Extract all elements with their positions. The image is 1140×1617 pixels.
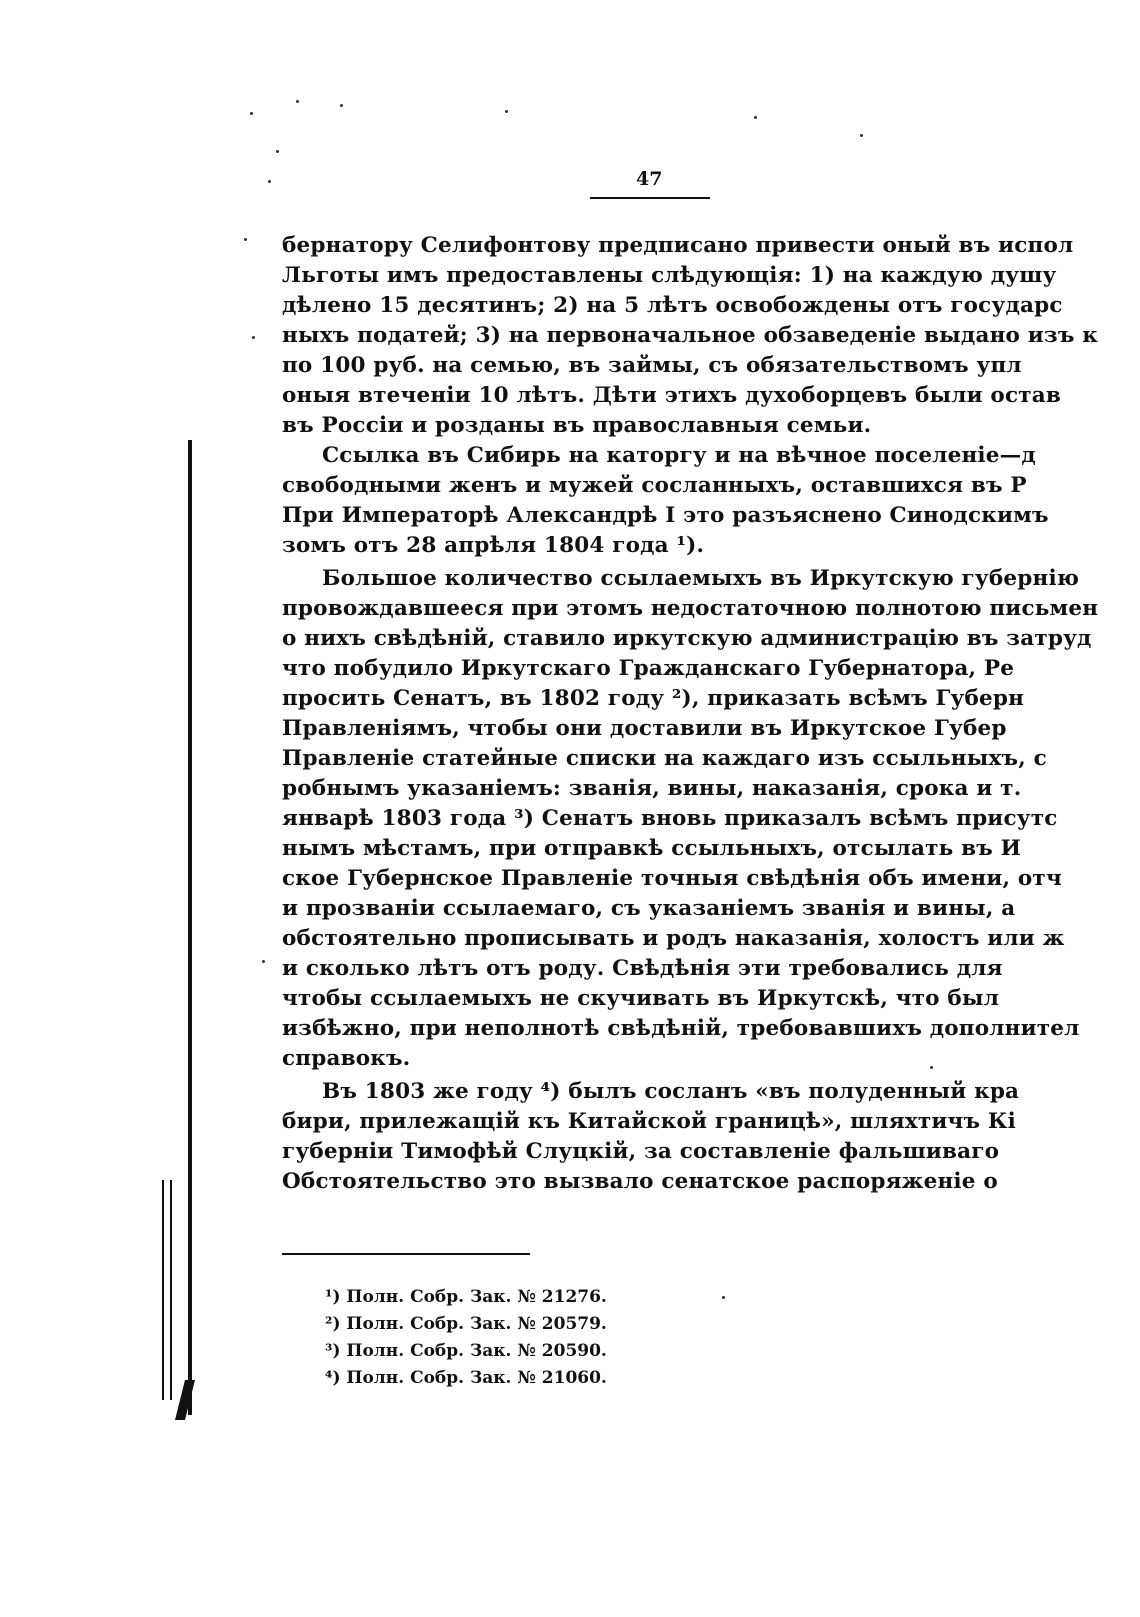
footnote: ¹) Полн. Собр. Зак. № 21276. bbox=[325, 1287, 607, 1307]
text-line: При Императорѣ Александрѣ I это разъяснено Синодскимъ bbox=[282, 503, 1049, 528]
text-line: Льготы имъ предоставлены слѣдующія: 1) на каждую душу bbox=[282, 263, 1057, 288]
text-line: по 100 руб. на семью, въ займы, съ обязательствомъ упл bbox=[282, 353, 1022, 378]
text-line: справокъ. bbox=[282, 1046, 411, 1071]
text-line: ныхъ податей; 3) на первоначальное обзаведеніе выдано изъ к bbox=[282, 323, 1098, 348]
text-line: Ссылка въ Сибирь на каторгу и на вѣчное поселеніе—д bbox=[322, 443, 1036, 468]
text-line: избѣжно, при неполнотѣ свѣдѣній, требовавшихъ дополнител bbox=[282, 1016, 1080, 1041]
footnote: ⁴) Полн. Собр. Зак. № 21060. bbox=[325, 1368, 607, 1388]
text-line: и прозваніи ссылаемаго, съ указаніемъ званія и вины, а bbox=[282, 896, 1016, 921]
text-line: дѣлено 15 десятинъ; 2) на 5 лѣтъ освобождены отъ государс bbox=[282, 293, 1063, 318]
binding-bar bbox=[162, 1180, 164, 1400]
text-line: Правленіямъ, чтобы они доставили въ Иркутское Губер bbox=[282, 716, 1007, 741]
scan-speck bbox=[244, 238, 247, 241]
header-rule bbox=[590, 197, 710, 199]
text-line: Въ 1803 же году ⁴) былъ сосланъ «въ полуденный кра bbox=[322, 1079, 1020, 1104]
text-line: въ Россіи и розданы въ православныя семьи. bbox=[282, 413, 872, 438]
text-line: ское Губернское Правленіе точныя свѣдѣнія объ имени, отч bbox=[282, 866, 1062, 891]
scan-speck bbox=[296, 100, 299, 103]
footnote: ²) Полн. Собр. Зак. № 20579. bbox=[325, 1314, 607, 1334]
scan-speck bbox=[250, 112, 253, 115]
text-line: нымъ мѣстамъ, при отправкѣ ссыльныхъ, отсылать въ И bbox=[282, 836, 1022, 861]
text-line: Обстоятельство это вызвало сенатское распоряженіе о bbox=[282, 1169, 998, 1194]
text-line: робнымъ указаніемъ: званія, вины, наказанія, срока и т. bbox=[282, 776, 1022, 801]
scan-speck bbox=[505, 110, 508, 113]
text-line: что побудило Иркутскаго Гражданскаго Губернатора, Ре bbox=[282, 656, 1015, 681]
scan-speck bbox=[262, 960, 265, 963]
text-line: Правленіе статейные списки на каждаго изъ ссыльныхъ, с bbox=[282, 746, 1047, 771]
text-line: и сколько лѣтъ отъ роду. Свѣдѣнія эти требовались для bbox=[282, 956, 1003, 981]
binding-bar bbox=[170, 1180, 172, 1400]
scan-speck bbox=[276, 150, 279, 153]
footnote: ³) Полн. Собр. Зак. № 20590. bbox=[325, 1341, 607, 1361]
text-line: просить Сенатъ, въ 1802 году ²), приказать всѣмъ Губерн bbox=[282, 686, 1025, 711]
text-line: губерніи Тимофѣй Слуцкій, за составленіе фальшиваго bbox=[282, 1139, 1000, 1164]
text-line: о нихъ свѣдѣній, ставило иркутскую администрацію въ затруд bbox=[282, 626, 1092, 651]
scan-speck bbox=[860, 134, 863, 137]
scan-speck bbox=[754, 116, 757, 119]
scan-speck bbox=[340, 104, 343, 107]
page-number: 47 bbox=[636, 168, 663, 190]
footnote-rule bbox=[282, 1253, 530, 1255]
body-text bbox=[282, 230, 1099, 1220]
text-line: свободными женъ и мужей сосланныхъ, оставшихся въ Р bbox=[282, 473, 1027, 498]
binding-bar bbox=[188, 440, 192, 1415]
scan-speck bbox=[268, 180, 271, 183]
text-line: чтобы ссылаемыхъ не скучивать въ Иркутскѣ, что был bbox=[282, 986, 1000, 1011]
text-line: бири, прилежащій къ Китайской границѣ», шляхтичъ Кі bbox=[282, 1109, 1016, 1134]
text-line: провождавшееся при этомъ недостаточною полнотою письмен bbox=[282, 596, 1099, 621]
text-line: оныя втеченіи 10 лѣтъ. Дѣти этихъ духоборцевъ были остав bbox=[282, 383, 1062, 408]
text-line: обстоятельно прописывать и родъ наказанія, холостъ или ж bbox=[282, 926, 1065, 951]
scan-speck bbox=[252, 336, 255, 339]
scan-speck bbox=[722, 1296, 725, 1299]
text-line: Большое количество ссылаемыхъ въ Иркутскую губернію bbox=[322, 566, 1080, 591]
text-line: бернатору Селифонтову предписано привести оный въ испол bbox=[282, 233, 1074, 258]
text-line: январѣ 1803 года ³) Сенатъ вновь приказалъ всѣмъ присутс bbox=[282, 806, 1058, 831]
text-line: зомъ отъ 28 апрѣля 1804 года ¹). bbox=[282, 533, 705, 558]
